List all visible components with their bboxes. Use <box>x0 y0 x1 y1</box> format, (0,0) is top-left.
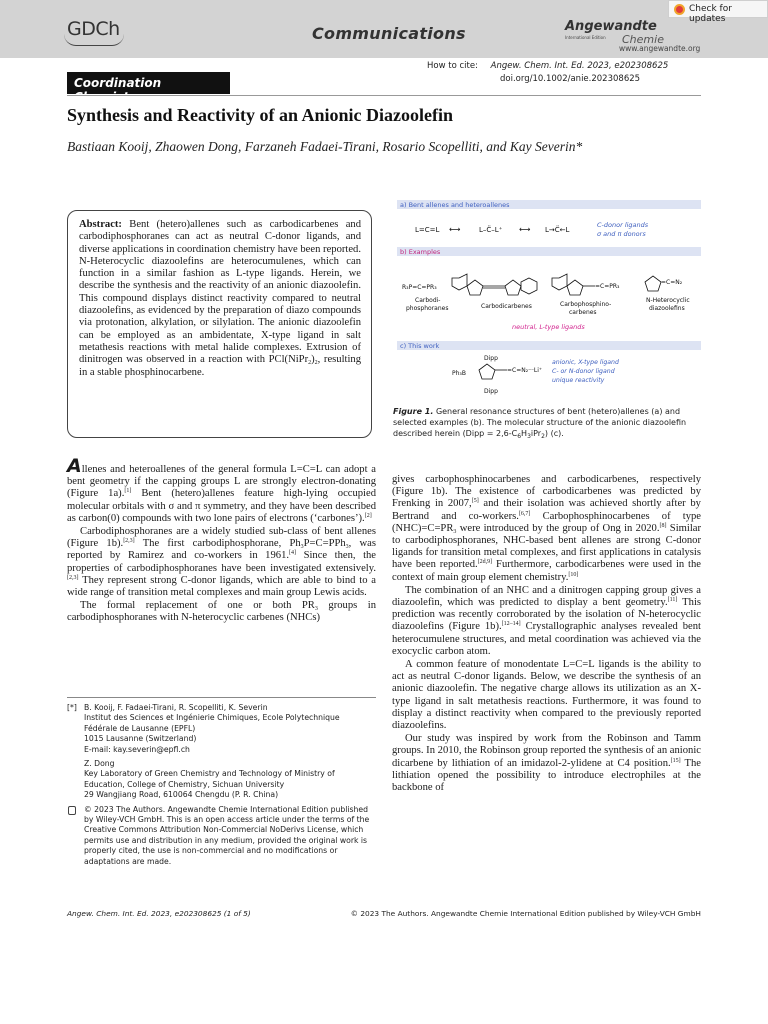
abstract-text: Bent (hetero)allenes such as carbodicarbenes and carbodiphosphoranes can act as neutral C-donor ligands, and diverse applications in coordination chemistry have been reported. N-Heterocyclic diazoolefins are heterocumulenes, which can function in a similar fashion as L-type ligands. Herein, we describe the synthesis and the reactivity of an anionic diazoolefin. This compound displays distinct reactivity compared to neutral diazoolefins, as evidenced by the preparation of diazo compounds via protonation, alkylation, or silylation. The anionic diazoolefin can be employed as an ambidentate, X-type ligand in salt metathesis reactions with metal halide complexes. Extrusion of dinitrogen was observed in a reaction with PCl(NiPr <box>79 219 361 366</box>
journal-header <box>0 0 768 58</box>
panel-c-title: c) This work <box>400 342 440 350</box>
citation-ref[interactable]: [12–14] <box>501 621 521 628</box>
nhdo-label-2: diazoolefins <box>649 305 685 312</box>
footnote-divider <box>67 697 376 698</box>
email-link[interactable]: E-mail: kay.severin@epfl.ch <box>84 744 190 754</box>
license-text: © 2023 The Authors. Angewandte Chemie International Edition published by Wiley-VCH GmbH. This is an open access article under the terms of the Creative Commons Attribution Non-Commercial NoDerivs License, which permits use and distribution in any medium, provided the original work is properly cited, the use is non-commercial and no modifications or adaptations are made. <box>84 804 370 866</box>
figure-1 <box>397 198 701 398</box>
section-tag: Coordination Chemistry <box>67 72 230 94</box>
crossmark-icon <box>674 4 685 15</box>
how-to-cite-label: How to cite: <box>427 61 478 71</box>
panel-a-title: a) Bent allenes and heteroallenes <box>400 201 510 209</box>
paragraph <box>67 455 377 525</box>
affiliation-line: Institut des Sciences et Ingénierie Chimiques, Ecole Polytechnique <box>84 713 340 723</box>
anionic-diazoolefin-structure <box>479 364 507 379</box>
journal-brand: Angewandte <box>565 19 657 34</box>
text-run: gives carbophosphinocarbenes and carbodicarbenes, respectively (Figure 1b). The existence of carbodicarbenes was predicted by Frenking in 2007, <box>392 474 701 510</box>
text-run: , was reported by Ramirez and co-workers in 1961. <box>67 538 376 562</box>
affiliation-marker: [*] <box>67 703 77 712</box>
text-run: Furthermore, carbodicarbenes were used in the context of main group element chemistry. <box>392 559 701 583</box>
caption-sub1: 6 <box>517 433 522 440</box>
article-title: Synthesis and Reactivity of an Anionic Diazoolefin <box>67 105 454 125</box>
citation-text: Angew. Chem. Int. Ed. 2023, e202308625 <box>490 61 669 71</box>
paragraph <box>67 600 376 624</box>
nhdo-structure <box>645 276 661 291</box>
subscript: 3 <box>345 544 349 551</box>
affiliation-line: 29 Wangjiang Road, 610064 Chengdu (P. R. China) <box>84 790 279 800</box>
panel-b-title: b) Examples <box>400 248 441 256</box>
affiliation-line: Education, College of Chemistry, Sichuan University <box>84 779 285 789</box>
journal-url[interactable]: www.angewandte.org <box>619 44 701 53</box>
cpc-label-1: Carbophosphino- <box>560 301 612 308</box>
citation-ref[interactable]: [2,3] <box>123 538 135 545</box>
open-access-icon <box>68 806 76 815</box>
panel-c-note-1: anionic, X-type ligand <box>552 359 619 366</box>
text-run: P=C=PPh <box>303 538 346 550</box>
citation-ref[interactable]: [8] <box>659 522 667 529</box>
caption-sub3: 2 <box>541 433 545 440</box>
text-run: Similar to carbodiphosphoranes, NHC-based bent allenes are strong C-donor ligands for transition metal complexes, and first applications in catalysis have been reported. <box>392 522 702 571</box>
panel-c-note-2: C- or N-donor ligand <box>552 368 615 375</box>
caption-text: General resonance structures of bent (hetero)allenes (a) and selected examples (b). The molecular structure of the anionic diazoolefin described herein (Dipp = 2,6-C <box>393 407 687 438</box>
text-run: Since then, the properties of carbodiphosphoranes have been investigated extensively. <box>67 550 377 574</box>
panel-a-struct-1: L=C=L <box>415 226 440 234</box>
doi-link[interactable]: doi.org/10.1002/anie.202308625 <box>500 74 641 84</box>
affiliations <box>67 703 376 867</box>
affiliation-line: Key Laboratory of Green Chemistry and Technology of Ministry of <box>84 769 335 779</box>
open-access-note <box>67 805 376 867</box>
abstract-label: Abstract: <box>79 219 122 230</box>
ph3b-label: Ph₃B <box>452 370 466 377</box>
text-run: Bent (hetero)allenes feature high-lying occupied molecular orbitals with σ and π symmetry, and they have been described as carbon(0) compounds with two lone pairs of electrons (‘carbones’). <box>67 488 377 524</box>
panel-c-band <box>397 341 701 350</box>
affiliation-line: B. Kooij, F. Fadaei-Tirani, R. Scopelliti, K. Severin <box>84 703 268 712</box>
nhdo-formula: =C=N₂ <box>661 279 683 286</box>
text-run: The first carbodiphosphorane, Ph <box>134 538 301 550</box>
text-run: The lithiation opened the possibility to introduce electrophiles at the backbone of <box>392 757 701 794</box>
caption-sub2: 3 <box>527 433 531 440</box>
body-column-1 <box>67 455 377 626</box>
panel-a-arrow-1: ⟷ <box>449 225 461 234</box>
citation-ref[interactable]: [5] <box>471 498 479 505</box>
cpc-formula: =C=PR₃ <box>595 283 620 290</box>
footer-copyright: © 2023 The Authors. Angewandte Chemie International Edition published by Wiley-VCH GmbH <box>350 909 701 918</box>
section-divider <box>67 95 701 96</box>
text-run: llenes and heteroallenes of the general formula L=C=L can adopt a bent geometry if the capping groups L are strongly electron-donating (Figure 1a). <box>67 464 376 500</box>
paragraph <box>67 526 376 599</box>
panel-a-arrow-2: ⟷ <box>519 225 531 234</box>
citation-ref[interactable]: [2] <box>364 512 372 519</box>
caption-end: iPr <box>530 429 542 438</box>
check-for-updates-label: Check for updates <box>689 4 732 24</box>
body-column-2 <box>392 474 701 795</box>
affiliation-line: Z. Dong <box>84 759 115 769</box>
citation-ref[interactable]: [10] <box>568 571 579 578</box>
text-run: Our study was inspired by work from the Robinson and Tamm groups. In 2010, the Robinson group reported the synthesis of an anionic dicarbene by lithiation of an imidazol-2-ylidene at C4 position. <box>392 733 701 769</box>
text-run: Crystallographic analyses revealed bent heterocumulene structures, and metal coordination was achieved via the exocyclic carbon atom. <box>392 621 702 657</box>
affiliation-block-1 <box>67 703 376 755</box>
author-list: Bastiaan Kooij, Zhaowen Dong, Farzaneh Fadaei-Tirani, Rosario Scopelliti, and Kay Severin* <box>67 139 583 154</box>
citation-ref[interactable]: [2d,9] <box>477 559 493 566</box>
panel-a-struct-2: L–C̈–L⁺ <box>479 226 503 234</box>
caption-label: Figure 1. <box>393 407 434 416</box>
citation-ref[interactable]: [1] <box>124 488 132 495</box>
affiliation-line: Fédérale de Lausanne (EPFL) <box>84 723 196 733</box>
text-run: Carbophosphinocarbenes of type (NHC)=C=PR <box>392 510 701 534</box>
drop-cap: A <box>67 455 82 477</box>
citation-ref[interactable]: [11] <box>667 597 678 604</box>
text-run: and their isolation was achieved shortly after by Bertrand and co-workers. <box>392 498 701 522</box>
gdch-logo: GDCh <box>67 18 120 40</box>
figure-1-caption <box>393 406 701 439</box>
panel-a-note-2: σ and π donors <box>597 230 646 238</box>
paragraph: A common feature of monodentate L=C=L ligands is the ability to act as neutral C-donor ligands. Below, we describe the synthesis of an anionic diazoolefin. The negative charge allows its utilization as an X-type ligand in salt metathesis reactions. Furthermore, it was found to display a distinct reactivity when compared to the previously reported diazoolefins. <box>392 659 701 732</box>
figure-1-graphic <box>397 198 701 398</box>
cdp-label-1: Carbodi- <box>415 297 441 304</box>
nhdo-label-1: N-Heterocyclic <box>646 297 690 304</box>
caption-mid: H <box>521 429 528 438</box>
text-run: Carbodiphosphoranes are a widely studied sub-class of bent allenes (Figure 1b). <box>67 526 376 550</box>
anionic-formula: =C=N₂···Li⁺ <box>507 367 543 374</box>
panel-a-struct-3: L→C̈←L <box>545 226 570 234</box>
subscript: 3 <box>300 544 304 551</box>
text-run: were introduced by the group of Ong in 2020. <box>456 522 660 534</box>
abstract-sub: 2 <box>308 360 312 367</box>
caption-tail: ) (c). <box>544 429 564 438</box>
text-run: The formal replacement of one or both PR <box>80 600 315 612</box>
check-for-updates-button[interactable] <box>668 0 768 24</box>
subscript: 3 <box>453 528 457 535</box>
gdch-logo-arc <box>64 34 124 46</box>
journal-brand-sub: Chemie <box>622 33 664 46</box>
abstract-text-end: , resulting in a stable phosphinocarbene. <box>79 354 361 378</box>
panel-b-band <box>397 247 701 256</box>
citation-ref[interactable]: [6,7] <box>518 510 531 517</box>
carbodicarbene-structure <box>452 274 537 295</box>
affiliation-line: 1015 Lausanne (Switzerland) <box>84 734 197 744</box>
citation-ref[interactable]: [4] <box>289 550 297 557</box>
text-run: The combination of an NHC and a dinitrogen capping group gives a diazoolefin, which was predicted to display a bent geometry. <box>392 584 701 609</box>
carbophosphinocarbene-structure <box>552 274 595 295</box>
section-heading: Communications <box>312 24 466 43</box>
text-run: This prediction was recently corroborated by the isolation of N-heterocyclic diazoolefins (Figure 1b). <box>392 597 702 633</box>
paragraph <box>392 733 701 794</box>
text-run: They represent strong C-donor ligands, which are able to bind to a wide range of transition metal complexes and main group Lewis acids. <box>67 574 376 599</box>
subscript: 3 <box>314 606 318 613</box>
citation-ref[interactable]: [2,3] <box>67 574 79 581</box>
panel-b-note: neutral, L-type ligands <box>512 323 585 331</box>
affiliation-block-2 <box>67 759 376 801</box>
paragraph <box>392 474 701 584</box>
text-run: groups in carbodiphosphoranes with N-heterocyclic carbenes (NHCs) <box>67 600 376 624</box>
cdp-formula: R₃P=C=PR₃ <box>402 284 437 291</box>
abstract-box <box>67 210 372 438</box>
panel-a-note-1: C-donor ligands <box>597 221 649 229</box>
citation-ref[interactable]: [15] <box>670 757 681 764</box>
cdp-label-2: phosphoranes <box>406 305 449 312</box>
dipp-top: Dipp <box>484 355 498 362</box>
journal-brand-small: International Edition <box>565 35 606 40</box>
footer-citation: Angew. Chem. Int. Ed. 2023, e202308625 (1 of 5) <box>67 909 251 918</box>
abstract-sub2: 2 <box>314 360 318 367</box>
paragraph <box>392 585 701 658</box>
citation-line <box>427 61 668 71</box>
cpc-label-2: carbenes <box>569 309 597 316</box>
panel-c-note-3: unique reactivity <box>552 377 605 384</box>
cdc-label: Carbodicarbenes <box>481 303 532 310</box>
dipp-bottom: Dipp <box>484 388 498 395</box>
abstract-text-mid: ) <box>311 354 315 366</box>
